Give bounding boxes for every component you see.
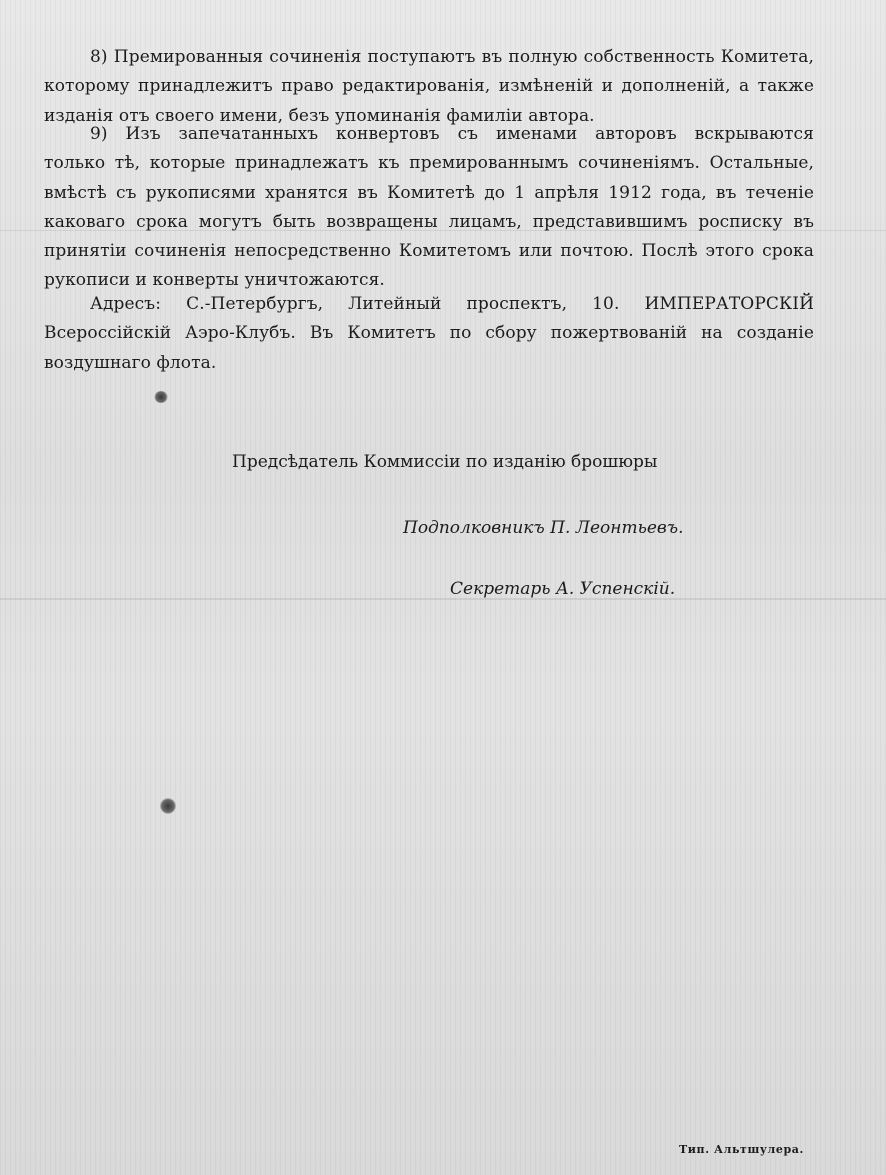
text-line: только тѣ, которые принадлежатъ къ премированнымъ сочиненіямъ. Остальные, — [44, 153, 814, 174]
text-line: 9) Изъ запечатанныхъ конвертовъ съ именами авторовъ вскрываются — [90, 124, 814, 144]
text-line: изданія отъ своего имени, безъ упоминанія фамиліи автора. — [44, 105, 595, 126]
address-paragraph — [44, 290, 814, 378]
text-line: 8) Премированныя сочиненія поступаютъ въ полную собственность Комитета, — [90, 47, 814, 67]
signature-uspensky: Секретарь А. Успенскій. — [450, 579, 676, 599]
ink-blot — [154, 391, 168, 403]
text-line: которому принадлежитъ право редактированія, измѣненій и дополненій, а также — [44, 76, 814, 97]
paragraph-8 — [44, 43, 814, 131]
printer-mark: Тип. Альтшулера. — [679, 1143, 804, 1156]
ink-blot — [160, 798, 176, 814]
text-line: вмѣстѣ съ рукописями хранятся въ Комитетѣ до 1 апрѣля 1912 года, въ теченіе — [44, 182, 814, 203]
paper-fold-line — [0, 598, 886, 600]
paragraph-9 — [44, 120, 814, 296]
chairman-heading: Предсѣдатель Коммиссіи по изданію брошюры — [232, 452, 658, 472]
text-line: каковаго срока могутъ быть возвращены лицамъ, представившимъ росписку въ — [44, 211, 814, 232]
text-line: воздушнаго флота. — [44, 352, 217, 373]
signature-leontiev: Подполковникъ П. Леонтьевъ. — [403, 518, 684, 538]
text-line: Всероссійскій Аэро-Клубъ. Въ Комитетъ по сбору пожертвованій на созданіе — [44, 323, 814, 344]
text-line: рукописи и конверты уничтожаются. — [44, 270, 385, 291]
text-line: принятіи сочиненія непосредственно Комитетомъ или почтою. Послѣ этого срока — [44, 241, 814, 262]
text-line: Адресъ: С.-Петербургъ, Литейный проспектъ, 10. ИМПЕРАТОРСКІЙ — [90, 294, 814, 314]
